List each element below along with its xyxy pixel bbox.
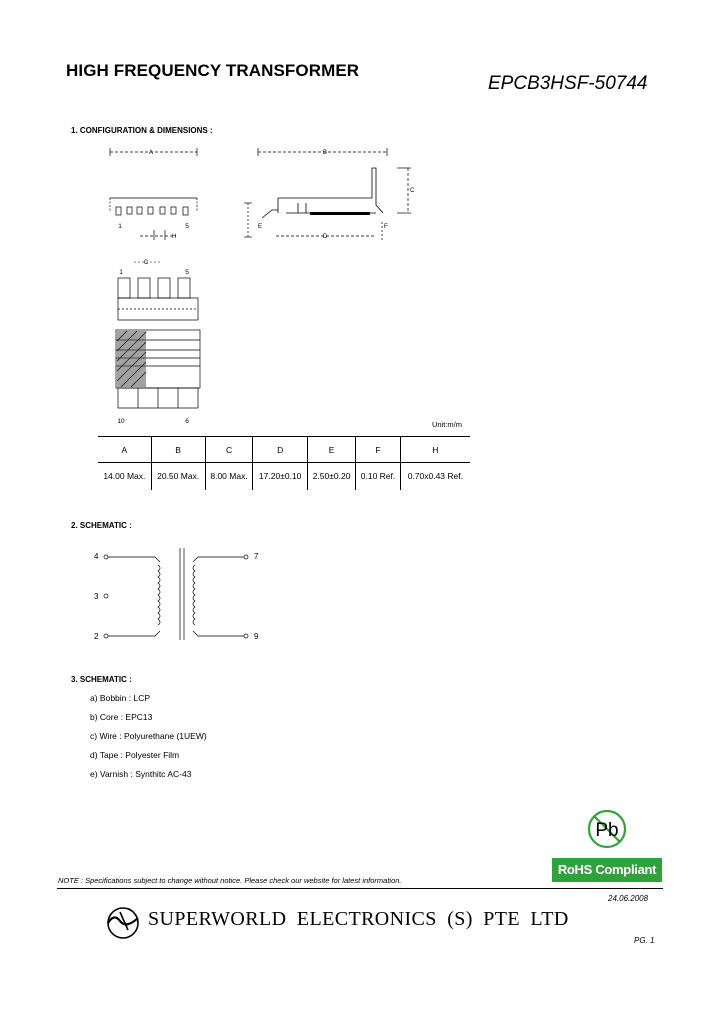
schematic-pin-9: 9 bbox=[254, 632, 259, 641]
table-header: A bbox=[98, 437, 151, 463]
table-header: E bbox=[307, 437, 355, 463]
dim-label-f: F bbox=[384, 224, 388, 230]
section-2-heading: 2. SCHEMATIC : bbox=[71, 521, 132, 530]
schematic-pin-2: 2 bbox=[94, 632, 99, 641]
table-cell: 2.50±0.20 bbox=[307, 463, 355, 490]
part-number: EPCB3HSF-50744 bbox=[488, 73, 648, 94]
material-item: a) Bobbin : LCP bbox=[90, 693, 151, 703]
table-header: B bbox=[151, 437, 205, 463]
material-item: e) Varnish : Synthitc AC-43 bbox=[90, 769, 192, 779]
table-cell: 14.00 Max. bbox=[103, 471, 146, 482]
table-cell: 20.50 Max. bbox=[151, 463, 205, 490]
table-header-row bbox=[98, 437, 470, 463]
footer-note: NOTE : Specifications subject to change without notice. Please check our website for latest information. bbox=[58, 876, 402, 885]
top-pin-1: 1 bbox=[118, 223, 122, 230]
company-name: SUPERWORLD ELECTRONICS (S) PTE LTD bbox=[148, 908, 569, 930]
section-1-heading: 1. CONFIGURATION & DIMENSIONS : bbox=[71, 126, 213, 135]
document-title: HIGH FREQUENCY TRANSFORMER bbox=[66, 61, 360, 80]
company-logo bbox=[108, 908, 138, 938]
pad-dim-c: C bbox=[143, 260, 149, 266]
footprint-drawing bbox=[116, 260, 200, 425]
dim-label-d: D bbox=[322, 234, 328, 240]
dim-label-a: A bbox=[148, 150, 154, 156]
table-header: H bbox=[400, 437, 470, 463]
table-header: C bbox=[205, 437, 253, 463]
pad-pin-10: 10 bbox=[117, 418, 125, 425]
top-pin-5: 5 bbox=[185, 223, 189, 230]
table-cell: 8.00 Max. bbox=[205, 463, 253, 490]
pad-pin-5: 5 bbox=[185, 269, 189, 276]
dim-label-h: H bbox=[172, 234, 177, 240]
document-date: 24.06.2008 bbox=[608, 894, 649, 903]
table-cell: 0.70x0.43 Ref. bbox=[400, 463, 470, 490]
footer-divider bbox=[57, 888, 663, 889]
dim-label-b: B bbox=[322, 150, 328, 156]
table-cell: 17.20±0.10 bbox=[253, 463, 307, 490]
material-item: d) Tape : Polyester Film bbox=[90, 750, 180, 760]
side-view-drawing bbox=[244, 148, 415, 240]
schematic-pin-4: 4 bbox=[94, 552, 99, 561]
dim-label-c: C bbox=[410, 188, 415, 194]
lead-free-icon bbox=[589, 811, 625, 847]
material-item: b) Core : EPC13 bbox=[90, 712, 153, 722]
schematic-pin-7: 7 bbox=[254, 552, 259, 561]
pb-symbol: Pb bbox=[595, 820, 619, 841]
table-header: F bbox=[356, 437, 400, 463]
dimensions-table bbox=[98, 436, 470, 490]
rohs-badge: RoHS Compliant bbox=[552, 858, 662, 882]
pad-pin-1: 1 bbox=[119, 269, 123, 276]
page-number: PG. 1 bbox=[634, 936, 655, 945]
unit-label: Unit:m/m bbox=[432, 420, 462, 429]
table-cell: 0.10 Ref. bbox=[356, 463, 400, 490]
top-view-drawing bbox=[110, 148, 197, 240]
table-header: D bbox=[253, 437, 307, 463]
schematic-diagram bbox=[104, 548, 248, 640]
table-row bbox=[98, 463, 470, 490]
dim-label-e: E bbox=[258, 224, 263, 230]
pad-pin-6: 6 bbox=[185, 418, 189, 425]
material-item: c) Wire : Polyurethane (1UEW) bbox=[90, 731, 207, 741]
section-3-heading: 3. SCHEMATIC : bbox=[71, 675, 132, 684]
schematic-pin-3: 3 bbox=[94, 592, 99, 601]
